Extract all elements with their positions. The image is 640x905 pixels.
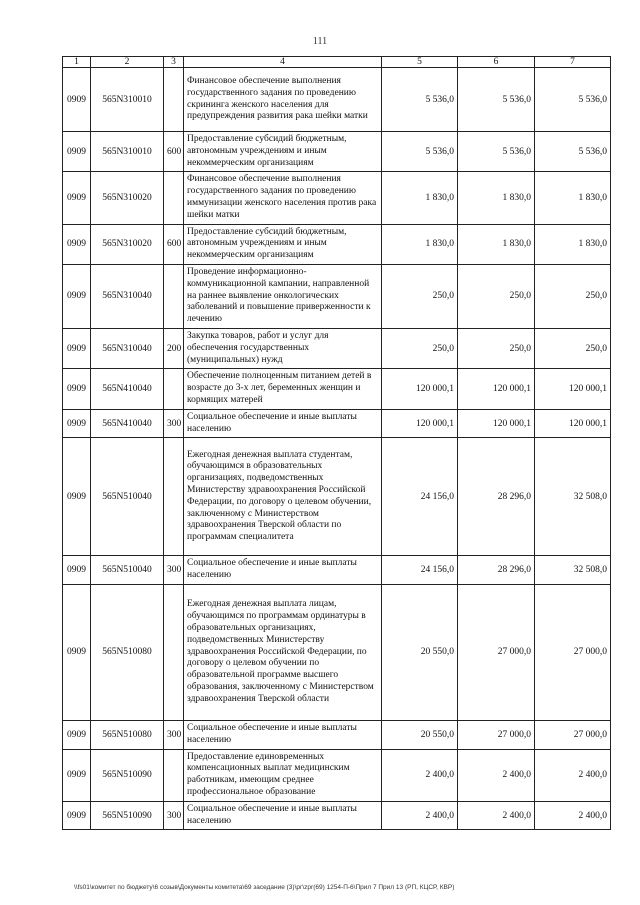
amount-year1-cell: 2 400,0 bbox=[382, 749, 458, 801]
amount-year3-cell: 2 400,0 bbox=[535, 801, 611, 830]
target-article-cell: 565N410040 bbox=[91, 369, 164, 409]
amount-year2-cell: 27 000,0 bbox=[458, 720, 535, 749]
expense-type-cell bbox=[164, 172, 184, 224]
item-name-cell: Предоставление субсидий бюджетным, автономным учреждениям и иным некоммерческим организациям bbox=[184, 132, 382, 172]
item-name-cell: Социальное обеспечение и иные выплаты населению bbox=[184, 801, 382, 830]
table-row bbox=[63, 584, 611, 720]
amount-year3-cell: 32 508,0 bbox=[535, 438, 611, 556]
amount-year2-cell: 27 000,0 bbox=[458, 584, 535, 720]
table-row bbox=[63, 264, 611, 328]
section-code-cell: 0909 bbox=[63, 749, 91, 801]
expense-type-cell bbox=[164, 584, 184, 720]
amount-year3-cell: 1 830,0 bbox=[535, 172, 611, 224]
expense-type-cell bbox=[164, 438, 184, 556]
target-article-cell: 565N510080 bbox=[91, 720, 164, 749]
table-row bbox=[63, 409, 611, 438]
amount-year2-cell: 250,0 bbox=[458, 264, 535, 328]
expense-type-cell bbox=[164, 264, 184, 328]
column-header: 1 bbox=[63, 57, 91, 68]
section-code-cell: 0909 bbox=[63, 68, 91, 132]
target-article-cell: 565N310010 bbox=[91, 68, 164, 132]
amount-year3-cell: 1 830,0 bbox=[535, 224, 611, 264]
column-header: 7 bbox=[535, 57, 611, 68]
target-article-cell: 565N310020 bbox=[91, 172, 164, 224]
footer-file-path: \\fs01\комитет по бюджету\6 созыв\Документы комитета\69 заседание (3)\рг\zpr(69) 1254-П-6\Прил 7 Прил 13 (РП, КЦСР, КВР) bbox=[74, 884, 455, 891]
amount-year1-cell: 24 156,0 bbox=[382, 556, 458, 585]
target-article-cell: 565N510040 bbox=[91, 438, 164, 556]
section-code-cell: 0909 bbox=[63, 132, 91, 172]
budget-table bbox=[62, 56, 611, 830]
amount-year3-cell: 27 000,0 bbox=[535, 720, 611, 749]
item-name-cell: Предоставление субсидий бюджетным, автономным учреждениям и иным некоммерческим организациям bbox=[184, 224, 382, 264]
amount-year2-cell: 2 400,0 bbox=[458, 801, 535, 830]
expense-type-cell: 600 bbox=[164, 224, 184, 264]
item-name-cell: Закупка товаров, работ и услуг для обеспечения государственных (муниципальных) нужд bbox=[184, 328, 382, 368]
target-article-cell: 565N510090 bbox=[91, 749, 164, 801]
table-row bbox=[63, 720, 611, 749]
item-name-cell: Финансовое обеспечение выполнения государственного задания по проведению скрининга женского населения для предупреждения развития рака шейки матки bbox=[184, 68, 382, 132]
amount-year2-cell: 2 400,0 bbox=[458, 749, 535, 801]
section-code-cell: 0909 bbox=[63, 801, 91, 830]
target-article-cell: 565N510040 bbox=[91, 556, 164, 585]
section-code-cell: 0909 bbox=[63, 556, 91, 585]
target-article-cell: 565N510090 bbox=[91, 801, 164, 830]
table-body bbox=[63, 68, 611, 830]
section-code-cell: 0909 bbox=[63, 264, 91, 328]
amount-year2-cell: 5 536,0 bbox=[458, 132, 535, 172]
section-code-cell: 0909 bbox=[63, 172, 91, 224]
section-code-cell: 0909 bbox=[63, 328, 91, 368]
expense-type-cell: 200 bbox=[164, 328, 184, 368]
amount-year2-cell: 250,0 bbox=[458, 328, 535, 368]
table-row bbox=[63, 172, 611, 224]
target-article-cell: 565N310010 bbox=[91, 132, 164, 172]
item-name-cell: Проведение информационно-коммуникационной кампании, направленной на раннее выявление онкологических заболеваний и повышение приверженности к лечению bbox=[184, 264, 382, 328]
table-row bbox=[63, 132, 611, 172]
expense-type-cell bbox=[164, 68, 184, 132]
expense-type-cell: 300 bbox=[164, 801, 184, 830]
expense-type-cell: 300 bbox=[164, 720, 184, 749]
section-code-cell: 0909 bbox=[63, 409, 91, 438]
amount-year1-cell: 5 536,0 bbox=[382, 132, 458, 172]
amount-year1-cell: 2 400,0 bbox=[382, 801, 458, 830]
target-article-cell: 565N410040 bbox=[91, 409, 164, 438]
amount-year2-cell: 120 000,1 bbox=[458, 409, 535, 438]
item-name-cell: Ежегодная денежная выплата лицам, обучающимся по программам ординатуры в образовательных организациях, подведомственных Министерству здравоохранения Российской Федерации, по договору о целевом обучении по образовательной программе высшего образования, заключенному с Министерством здравоохранения Тверской области bbox=[184, 584, 382, 720]
column-header: 5 bbox=[382, 57, 458, 68]
amount-year1-cell: 20 550,0 bbox=[382, 584, 458, 720]
amount-year2-cell: 120 000,1 bbox=[458, 369, 535, 409]
column-header: 2 bbox=[91, 57, 164, 68]
expense-type-cell: 600 bbox=[164, 132, 184, 172]
amount-year3-cell: 32 508,0 bbox=[535, 556, 611, 585]
amount-year1-cell: 20 550,0 bbox=[382, 720, 458, 749]
amount-year3-cell: 2 400,0 bbox=[535, 749, 611, 801]
expense-type-cell bbox=[164, 369, 184, 409]
item-name-cell: Финансовое обеспечение выполнения государственного задания по проведению иммунизации женского населения против рака шейки матки bbox=[184, 172, 382, 224]
amount-year3-cell: 120 000,1 bbox=[535, 409, 611, 438]
amount-year1-cell: 250,0 bbox=[382, 328, 458, 368]
target-article-cell: 565N310020 bbox=[91, 224, 164, 264]
target-article-cell: 565N310040 bbox=[91, 328, 164, 368]
section-code-cell: 0909 bbox=[63, 584, 91, 720]
amount-year3-cell: 5 536,0 bbox=[535, 68, 611, 132]
amount-year2-cell: 28 296,0 bbox=[458, 556, 535, 585]
section-code-cell: 0909 bbox=[63, 720, 91, 749]
item-name-cell: Обеспечение полноценным питанием детей в возрасте до 3-х лет, беременных женщин и кормящих матерей bbox=[184, 369, 382, 409]
amount-year2-cell: 28 296,0 bbox=[458, 438, 535, 556]
amount-year2-cell: 1 830,0 bbox=[458, 172, 535, 224]
table-row bbox=[63, 328, 611, 368]
amount-year3-cell: 27 000,0 bbox=[535, 584, 611, 720]
item-name-cell: Социальное обеспечение и иные выплаты населению bbox=[184, 409, 382, 438]
section-code-cell: 0909 bbox=[63, 438, 91, 556]
target-article-cell: 565N510080 bbox=[91, 584, 164, 720]
amount-year3-cell: 120 000,1 bbox=[535, 369, 611, 409]
amount-year3-cell: 250,0 bbox=[535, 264, 611, 328]
amount-year3-cell: 5 536,0 bbox=[535, 132, 611, 172]
amount-year2-cell: 1 830,0 bbox=[458, 224, 535, 264]
target-article-cell: 565N310040 bbox=[91, 264, 164, 328]
expense-type-cell bbox=[164, 749, 184, 801]
amount-year1-cell: 250,0 bbox=[382, 264, 458, 328]
amount-year1-cell: 1 830,0 bbox=[382, 224, 458, 264]
column-number-row bbox=[63, 57, 611, 68]
table-row bbox=[63, 801, 611, 830]
expense-type-cell: 300 bbox=[164, 556, 184, 585]
section-code-cell: 0909 bbox=[63, 369, 91, 409]
amount-year1-cell: 1 830,0 bbox=[382, 172, 458, 224]
table-row bbox=[63, 556, 611, 585]
expense-type-cell: 300 bbox=[164, 409, 184, 438]
amount-year3-cell: 250,0 bbox=[535, 328, 611, 368]
item-name-cell: Социальное обеспечение и иные выплаты населению bbox=[184, 556, 382, 585]
table-row bbox=[63, 438, 611, 556]
item-name-cell: Предоставление единовременных компенсационных выплат медицинским работникам, имеющим среднее профессиональное образование bbox=[184, 749, 382, 801]
table-row bbox=[63, 68, 611, 132]
amount-year1-cell: 5 536,0 bbox=[382, 68, 458, 132]
item-name-cell: Ежегодная денежная выплата студентам, обучающимся в образовательных организациях, подведомственных Министерству здравоохранения Российской Федерации, по договору о целевом обучении, заключенному с Министерством здравоохранения Тверской области по программам специалитета bbox=[184, 438, 382, 556]
item-name-cell: Социальное обеспечение и иные выплаты населению bbox=[184, 720, 382, 749]
amount-year2-cell: 5 536,0 bbox=[458, 68, 535, 132]
column-header: 6 bbox=[458, 57, 535, 68]
column-header: 4 bbox=[184, 57, 382, 68]
section-code-cell: 0909 bbox=[63, 224, 91, 264]
table-row bbox=[63, 749, 611, 801]
amount-year1-cell: 120 000,1 bbox=[382, 409, 458, 438]
table-row bbox=[63, 224, 611, 264]
column-header: 3 bbox=[164, 57, 184, 68]
amount-year1-cell: 24 156,0 bbox=[382, 438, 458, 556]
table-row bbox=[63, 369, 611, 409]
page-number: 111 bbox=[312, 36, 328, 47]
amount-year1-cell: 120 000,1 bbox=[382, 369, 458, 409]
